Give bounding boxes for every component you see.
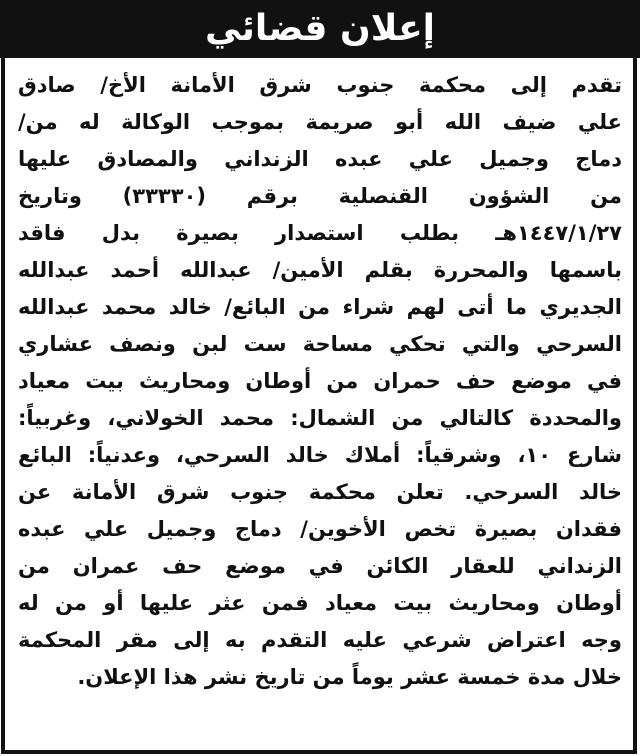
notice-line: علي ضيف الله أبو صريمة بموجب الوكالة له من/	[18, 110, 622, 134]
notice-line: خلال مدة خمسة عشر يوماً من تاريخ نشر هذا الإعلان.	[77, 665, 622, 689]
notice-line: أوطان ومحاريث بيت معياد فمن عثر عليها أو من له	[18, 591, 622, 615]
notice-line: دماج وجميل علي عبده الزنداني والمصادق عليها	[18, 147, 622, 171]
notice-line: السرحي والتي تحكي مساحة ست لبن ونصف عشاري	[18, 332, 622, 356]
notice-line: والمحددة كالتالي من الشمال: محمد الخولاني، وغربياً:	[18, 406, 622, 430]
notice-line: في موضع حف حمران من أوطان ومحاريث بيت معياد	[18, 369, 622, 393]
notice-line: باسمها والمحررة بقلم الأمين/ عبدالله أحمد عبدالله	[18, 258, 622, 282]
notice-line: ١٤٤٧/١/٢٧هـ بطلب استصدار بصيرة بدل فاقد	[18, 221, 622, 245]
notice-line: وجه اعتراض شرعي عليه التقدم به إلى مقر المحكمة	[18, 628, 622, 652]
notice-line: خالد السرحي. تعلن محكمة جنوب شرق الأمانة عن	[18, 480, 622, 504]
notice-line: من الشؤون القنصلية برقم (٣٣٣٣٠) وتاريخ	[18, 184, 622, 208]
notice-line: تقدم إلى محكمة جنوب شرق الأمانة الأخ/ صادق	[18, 73, 622, 97]
notice-body	[18, 67, 622, 696]
notice-line: شارع ١٠، وشرقياً: أملاك خالد السرحي، وعدنياً: البائع	[18, 443, 622, 467]
notice-line: فقدان بصيرة تخص الأخوين/ دماج وجميل علي عبده	[18, 517, 622, 541]
notice-title: إعلان قضائي	[204, 8, 436, 49]
notice-line: الجديري ما أتى لهم شراء من البائع/ خالد محمد عبدالله	[18, 295, 622, 319]
notice-line: الزنداني للعقار الكائن في موضع حف عمران من	[18, 554, 622, 578]
title-bar	[0, 0, 640, 58]
